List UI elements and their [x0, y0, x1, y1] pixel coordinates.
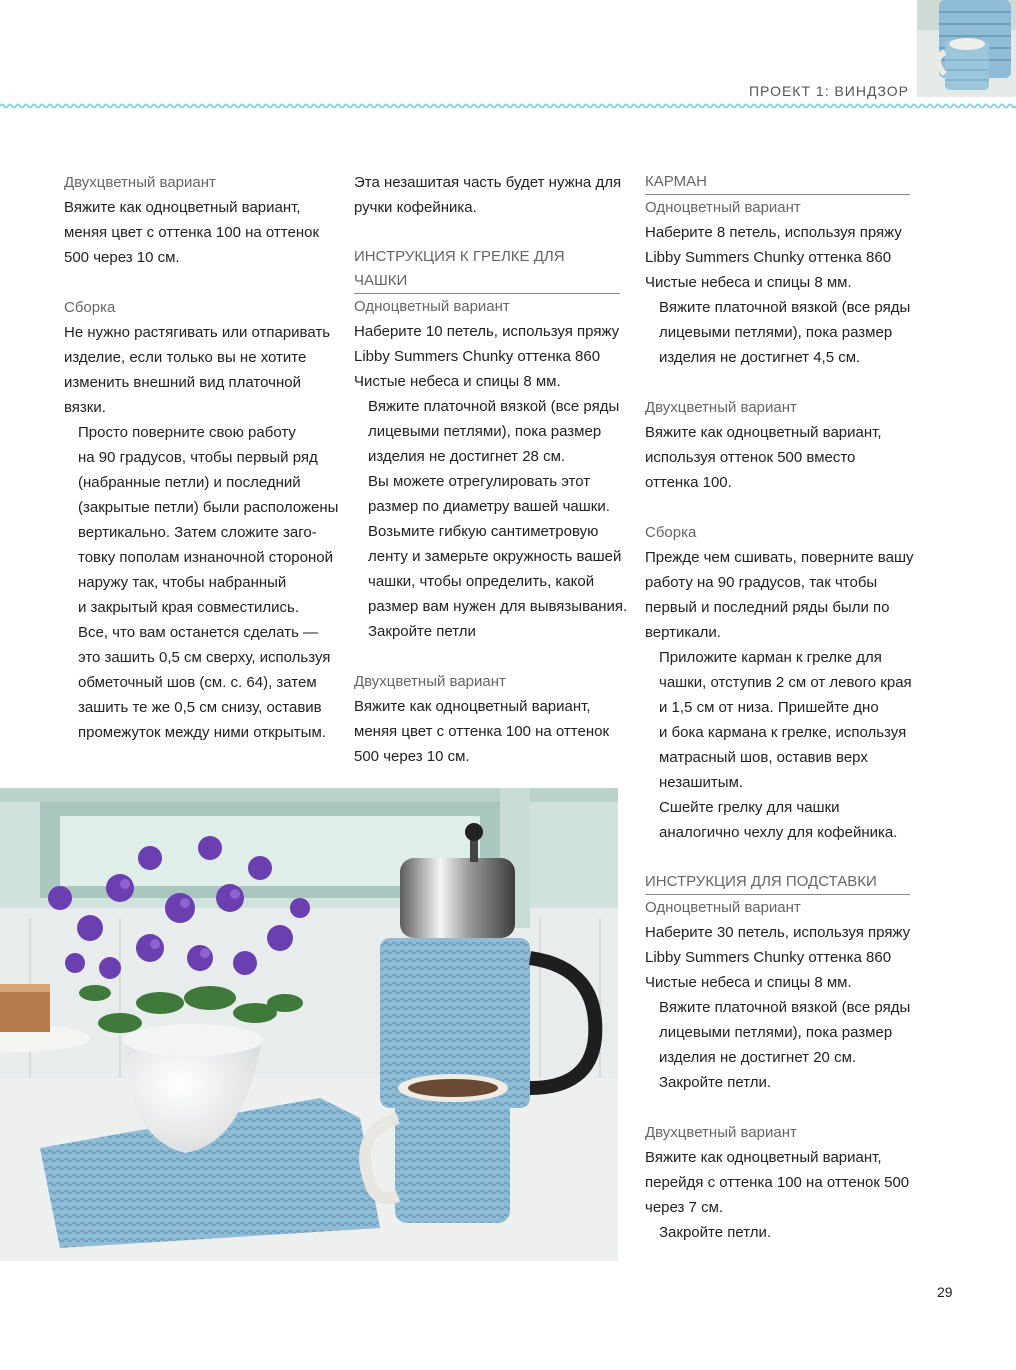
text-line: Чистые небеса и спицы 8 мм.: [645, 974, 852, 991]
text-line: Закройте петли.: [659, 1074, 772, 1091]
subheading-assembly: Сборка: [64, 299, 116, 316]
text-line: изделия не достигнет 20 см.: [659, 1049, 857, 1066]
text-line: меняя цвет с оттенка 100 на оттенок: [354, 723, 610, 740]
text-line: размер вам нужен для вывязывания.: [368, 598, 628, 615]
text-line: зашить те же 0,5 см снизу, оставив: [78, 699, 322, 716]
paragraph: [354, 694, 620, 769]
text-line: Вяжите как одноцветный вариант,: [64, 199, 301, 216]
text-line: первый и последний ряды были по: [645, 599, 890, 616]
text-line: ручки кофейника.: [354, 199, 477, 216]
text-line: Вяжите платочной вязкой (все ряды: [659, 999, 911, 1016]
text-line: товку пополам изнаночной стороной: [78, 549, 333, 566]
paragraph: [354, 319, 620, 394]
text-column-1: [64, 170, 339, 745]
subheading-two-color: Двухцветный вариант: [645, 1124, 797, 1141]
text-line: аналогично чехлу для кофейника.: [659, 824, 898, 841]
text-line: используя оттенок 500 вместо: [645, 449, 856, 466]
text-column-3: [645, 170, 914, 1245]
text-line: чашки, отступив 2 см от левого края: [659, 674, 912, 691]
thumbnail-photo: [917, 0, 1016, 97]
text-line: это зашить 0,5 см сверху, используя: [78, 649, 331, 666]
subheading-one-color: Одноцветный вариант: [645, 199, 801, 216]
text-line: на 90 градусов, чтобы первый ряд: [78, 449, 318, 466]
text-line: Не нужно растягивать или отпаривать: [64, 324, 331, 341]
subheading-two-color: Двухцветный вариант: [354, 673, 506, 690]
text-line: Наберите 8 петель, используя пряжу: [645, 224, 902, 241]
text-line: размер по диаметру вашей чашки.: [368, 498, 610, 515]
text-line: вязки.: [64, 399, 106, 416]
section-heading-coaster: ИНСТРУКЦИЯ ДЛЯ ПОДСТАВКИ: [645, 870, 910, 895]
paragraph: [645, 420, 910, 495]
section-header-title: ПРОЕКТ 1: ВИНДЗОР: [748, 83, 909, 99]
text-line: Вяжите платочной вязкой (все ряды: [368, 398, 620, 415]
text-line: ленту и замерьте окружность вашей: [368, 548, 622, 565]
text-line: Вяжите платочной вязкой (все ряды: [659, 299, 911, 316]
text-line: Возьмите гибкую сантиметровую: [368, 523, 599, 540]
paragraph: [64, 320, 334, 420]
text-line: (закрытые петли) были расположены: [78, 499, 339, 516]
paragraph: [64, 420, 339, 620]
text-line: работу на 90 градусов, так чтобы: [645, 574, 878, 591]
text-column-2: [354, 170, 628, 769]
text-line: Наберите 30 петель, используя пряжу: [645, 924, 911, 941]
text-line: Вяжите как одноцветный вариант,: [354, 698, 591, 715]
paragraph: [354, 170, 620, 220]
text-line: Приложите карман к грелке для: [659, 649, 882, 666]
text-line: (набранные петли) и последний: [78, 474, 301, 491]
text-line: Вяжите как одноцветный вариант,: [645, 1149, 882, 1166]
page-number: 29: [937, 1284, 953, 1300]
text-line: Просто поверните свою работу: [78, 424, 296, 441]
paragraph: [645, 1070, 910, 1095]
text-line: лицевыми петлями), пока размер: [659, 324, 893, 341]
text-line: лицевыми петлями), пока размер: [368, 423, 602, 440]
paragraph: [64, 620, 334, 745]
text-line: Libby Summers Chunky оттенка 860: [645, 949, 892, 966]
text-line: Вы можете отрегулировать этот: [368, 473, 591, 490]
paragraph: [645, 995, 910, 1070]
text-line: изделия не достигнет 28 см.: [368, 448, 566, 465]
subheading-assembly: Сборка: [645, 524, 697, 541]
text-line: Закройте петли: [368, 623, 476, 640]
text-line: Все, что вам останется сделать —: [78, 624, 319, 641]
text-line: наружу так, чтобы набранный: [78, 574, 287, 591]
paragraph: [645, 545, 914, 645]
decorative-wave-divider: [0, 102, 1016, 110]
text-line: вертикали.: [645, 624, 721, 641]
text-line: перейдя с оттенка 100 на оттенок 500: [645, 1174, 910, 1191]
paragraph: [645, 920, 910, 995]
text-line: Эта незашитая часть будет нужна для: [354, 174, 622, 191]
text-line: вертикально. Затем сложите заго-: [78, 524, 317, 541]
text-line: 500 через 10 см.: [354, 748, 470, 765]
text-line: Libby Summers Chunky оттенка 860: [354, 348, 601, 365]
subheading-two-color: Двухцветный вариант: [64, 174, 216, 191]
paragraph: [645, 795, 910, 845]
text-line: промежуток между ними открытым.: [78, 724, 326, 741]
paragraph: [645, 295, 910, 370]
text-line: оттенка 100.: [645, 474, 732, 491]
text-line: и бока кармана к грелке, используя: [659, 724, 907, 741]
text-line: Сшейте грелку для чашки: [659, 799, 840, 816]
text-line: обметочный шов (см. с. 64), затем: [78, 674, 317, 691]
text-line: лицевыми петлями), пока размер: [659, 1024, 893, 1041]
text-line: незашитым.: [659, 774, 744, 791]
text-line: изделия не достигнет 4,5 см.: [659, 349, 861, 366]
text-line: через 7 см.: [645, 1199, 724, 1216]
paragraph: [64, 195, 334, 270]
text-line: Закройте петли.: [659, 1224, 772, 1241]
text-line: изделие, если только вы не хотите: [64, 349, 307, 366]
text-line: Прежде чем сшивать, поверните вашу: [645, 549, 914, 566]
text-line: Вяжите как одноцветный вариант,: [645, 424, 882, 441]
text-line: чашки, чтобы определить, какой: [368, 573, 595, 590]
text-line: матрасный шов, оставив верх: [659, 749, 868, 766]
text-line: изменить внешний вид платочной: [64, 374, 301, 391]
section-heading-cup-cozy: ИНСТРУКЦИЯ К ГРЕЛКЕ ДЛЯ ЧАШКИ: [354, 245, 620, 294]
text-line: и 1,5 см от низа. Пришейте дно: [659, 699, 879, 716]
text-line: 500 через 10 см.: [64, 249, 180, 266]
subheading-two-color: Двухцветный вариант: [645, 399, 797, 416]
paragraph: [354, 469, 628, 644]
text-line: Наберите 10 петель, используя пряжу: [354, 323, 620, 340]
section-heading-pocket: КАРМАН: [645, 170, 910, 195]
paragraph: [645, 1220, 910, 1245]
paragraph: [354, 394, 620, 469]
text-line: Чистые небеса и спицы 8 мм.: [354, 373, 561, 390]
text-line: Чистые небеса и спицы 8 мм.: [645, 274, 852, 291]
text-line: и закрытый края совместились.: [78, 599, 300, 616]
text-line: меняя цвет с оттенка 100 на оттенок: [64, 224, 320, 241]
paragraph: [645, 645, 910, 795]
text-line: Libby Summers Chunky оттенка 860: [645, 249, 892, 266]
paragraph: [645, 1145, 910, 1220]
subheading-one-color: Одноцветный вариант: [354, 298, 510, 315]
main-photo: [0, 788, 618, 1261]
paragraph: [645, 220, 910, 295]
subheading-one-color: Одноцветный вариант: [645, 899, 801, 916]
